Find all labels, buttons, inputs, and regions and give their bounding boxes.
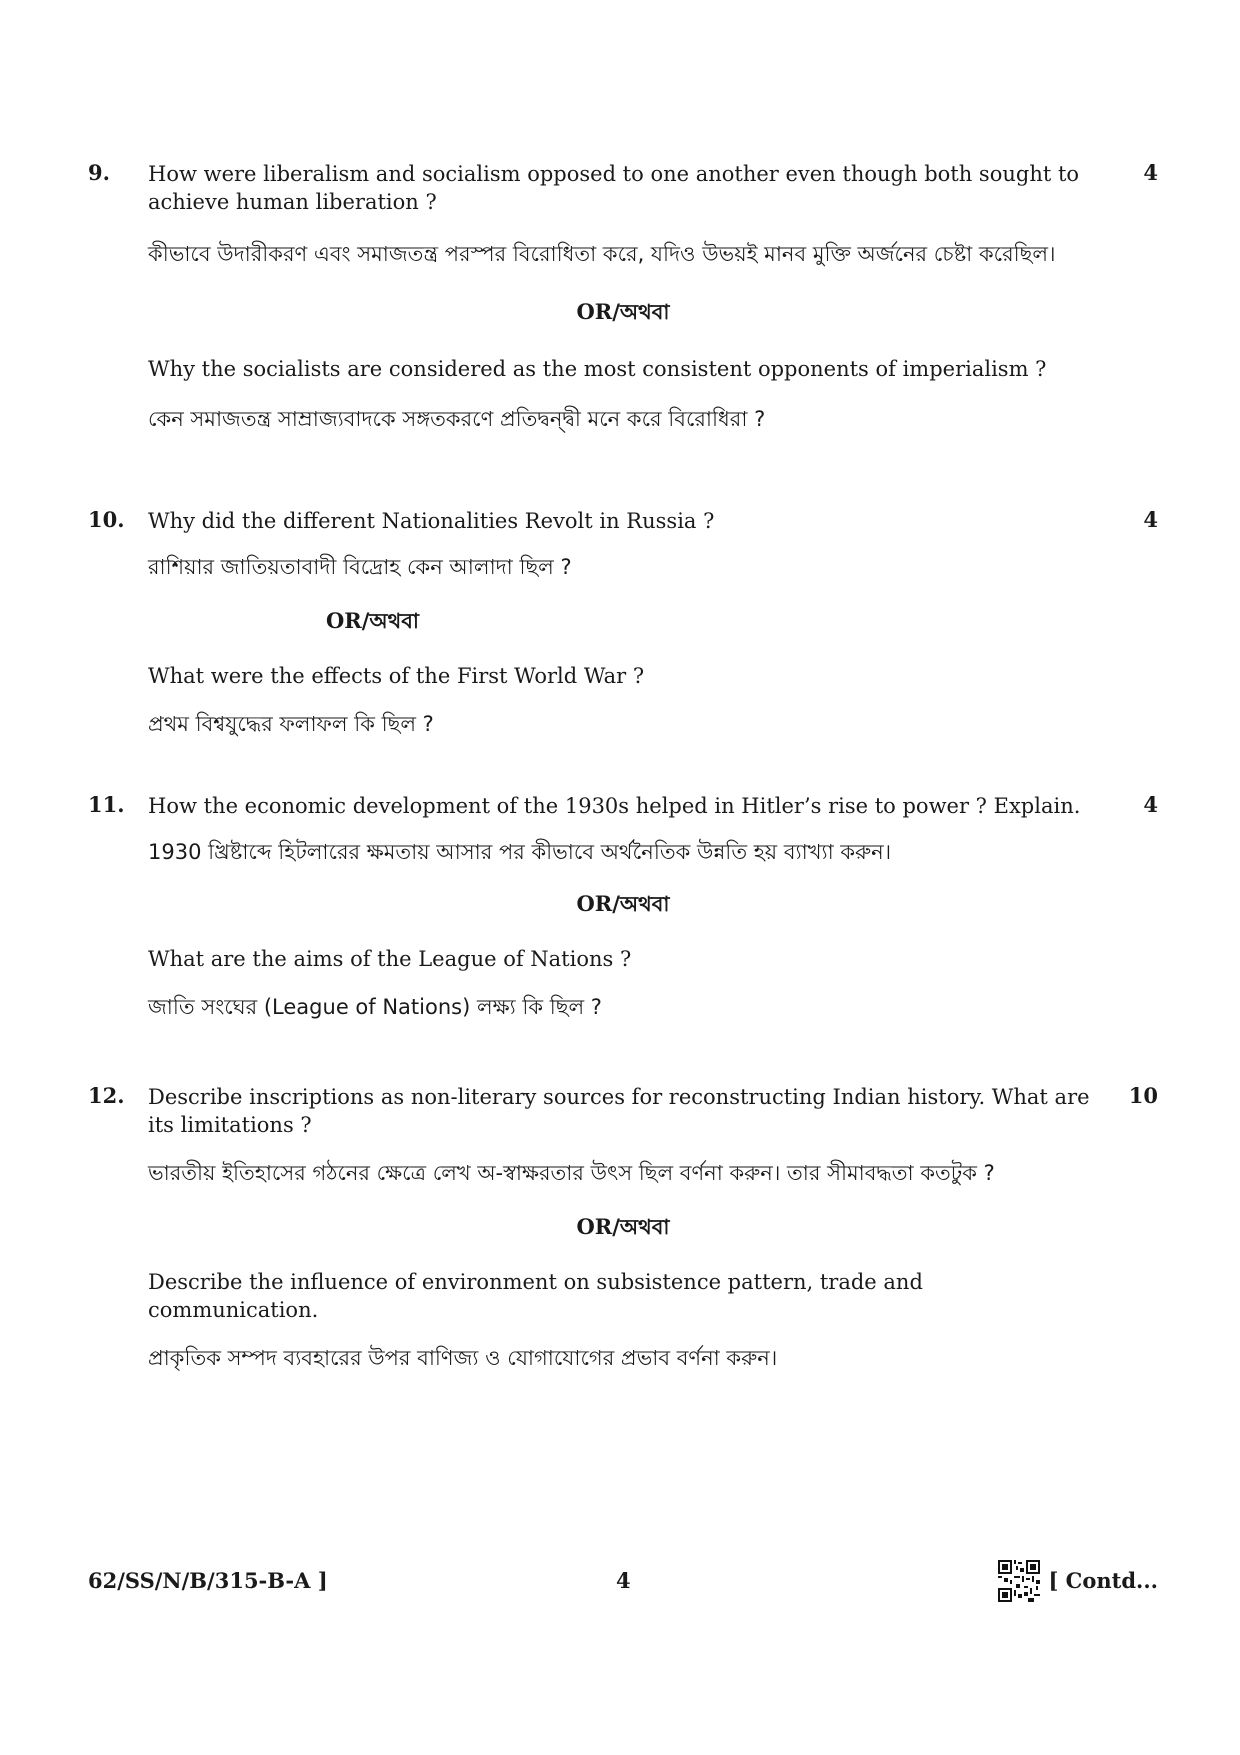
or-label: OR/অথবা [576,891,670,916]
question-number: 11. [88,792,125,817]
or-label: OR/অথবা [326,608,419,633]
question-number: 9. [88,160,110,185]
question-text: How were liberalism and socialism opposed to one another even though both sought to achieve human liberation ? [148,162,1080,214]
marks: 4 [1143,160,1158,185]
question-12 [88,1083,1158,1374]
alternative-question-bengali: প্রাকৃতিক সম্পদ ব্যবহারের উপর বাণিজ্য ও যোগাযোগের প্রভাব বর্ণনা করুন। [148,1346,778,1370]
question-11 [88,792,1158,1023]
marks: 10 [1128,1083,1158,1108]
question-10 [88,507,1158,740]
alternative-question-text: What were the effects of the First World War ? [148,664,645,688]
question-text: Describe inscriptions as non-literary sources for reconstructing Indian history. What are its limitations ? [148,1085,1090,1137]
paper-code: 62/SS/N/B/315-B-A ] [88,1568,328,1593]
question-bengali: ভারতীয় ইতিহাসের গঠনের ক্ষেত্রে লেখ অ-স্বাক্ষরতার উৎস ছিল বর্ণনা করুন। তার সীমাবদ্ধতা কতটুক ? [148,1161,995,1185]
alternative-question-bengali: প্রথম বিশ্বযুদ্ধের ফলাফল কি ছিল ? [148,712,434,736]
question-bengali: কীভাবে উদারীকরণ এবং সমাজতন্ত্র পরস্পর বিরোধিতা করে, যদিও উভয়ই মানব মুক্তি অর্জনের চেষ্টা করেছিল। [148,242,1056,266]
alternative-question-text: Why the socialists are considered as the most consistent opponents of imperialism ? [148,357,1047,381]
page-number: 4 [616,1568,631,1593]
or-label: OR/অথবা [576,299,670,324]
question-number: 12. [88,1083,125,1108]
continued-label: [ Contd... [1048,1568,1158,1593]
question-number: 10. [88,507,125,532]
marks: 4 [1143,792,1158,817]
question-text: How the economic development of the 1930s helped in Hitler’s rise to power ? Explain. [148,794,1081,818]
question-bengali: 1930 খ্রিষ্টাব্দে হিটলারের ক্ষমতায় আসার পর কীভাবে অর্থনৈতিক উন্নতি হয় ব্যাখ্যা করুন। [148,840,892,864]
page-footer [88,1560,1158,1610]
qr-code-icon [998,1560,1040,1602]
alternative-question-text: What are the aims of the League of Nations ? [148,947,632,971]
or-label: OR/অথবা [576,1214,670,1239]
alternative-question-bengali: কেন সমাজতন্ত্র সাম্রাজ্যবাদকে সঙ্গতকরণে প্রতিদ্বন্দ্বী মনে করে বিরোধিরা ? [148,407,766,431]
question-text: Why did the different Nationalities Revolt in Russia ? [148,509,715,533]
question-bengali: রাশিয়ার জাতিয়তাবাদী বিদ্রোহ কেন আলাদা ছিল ? [148,555,572,579]
alternative-question-text: Describe the influence of environment on subsistence pattern, trade and communication. [148,1270,923,1322]
alternative-question-bengali: জাতি সংঘের (League of Nations) লক্ষ্য কি ছিল ? [148,995,602,1019]
marks: 4 [1143,507,1158,532]
question-9 [88,160,1158,435]
